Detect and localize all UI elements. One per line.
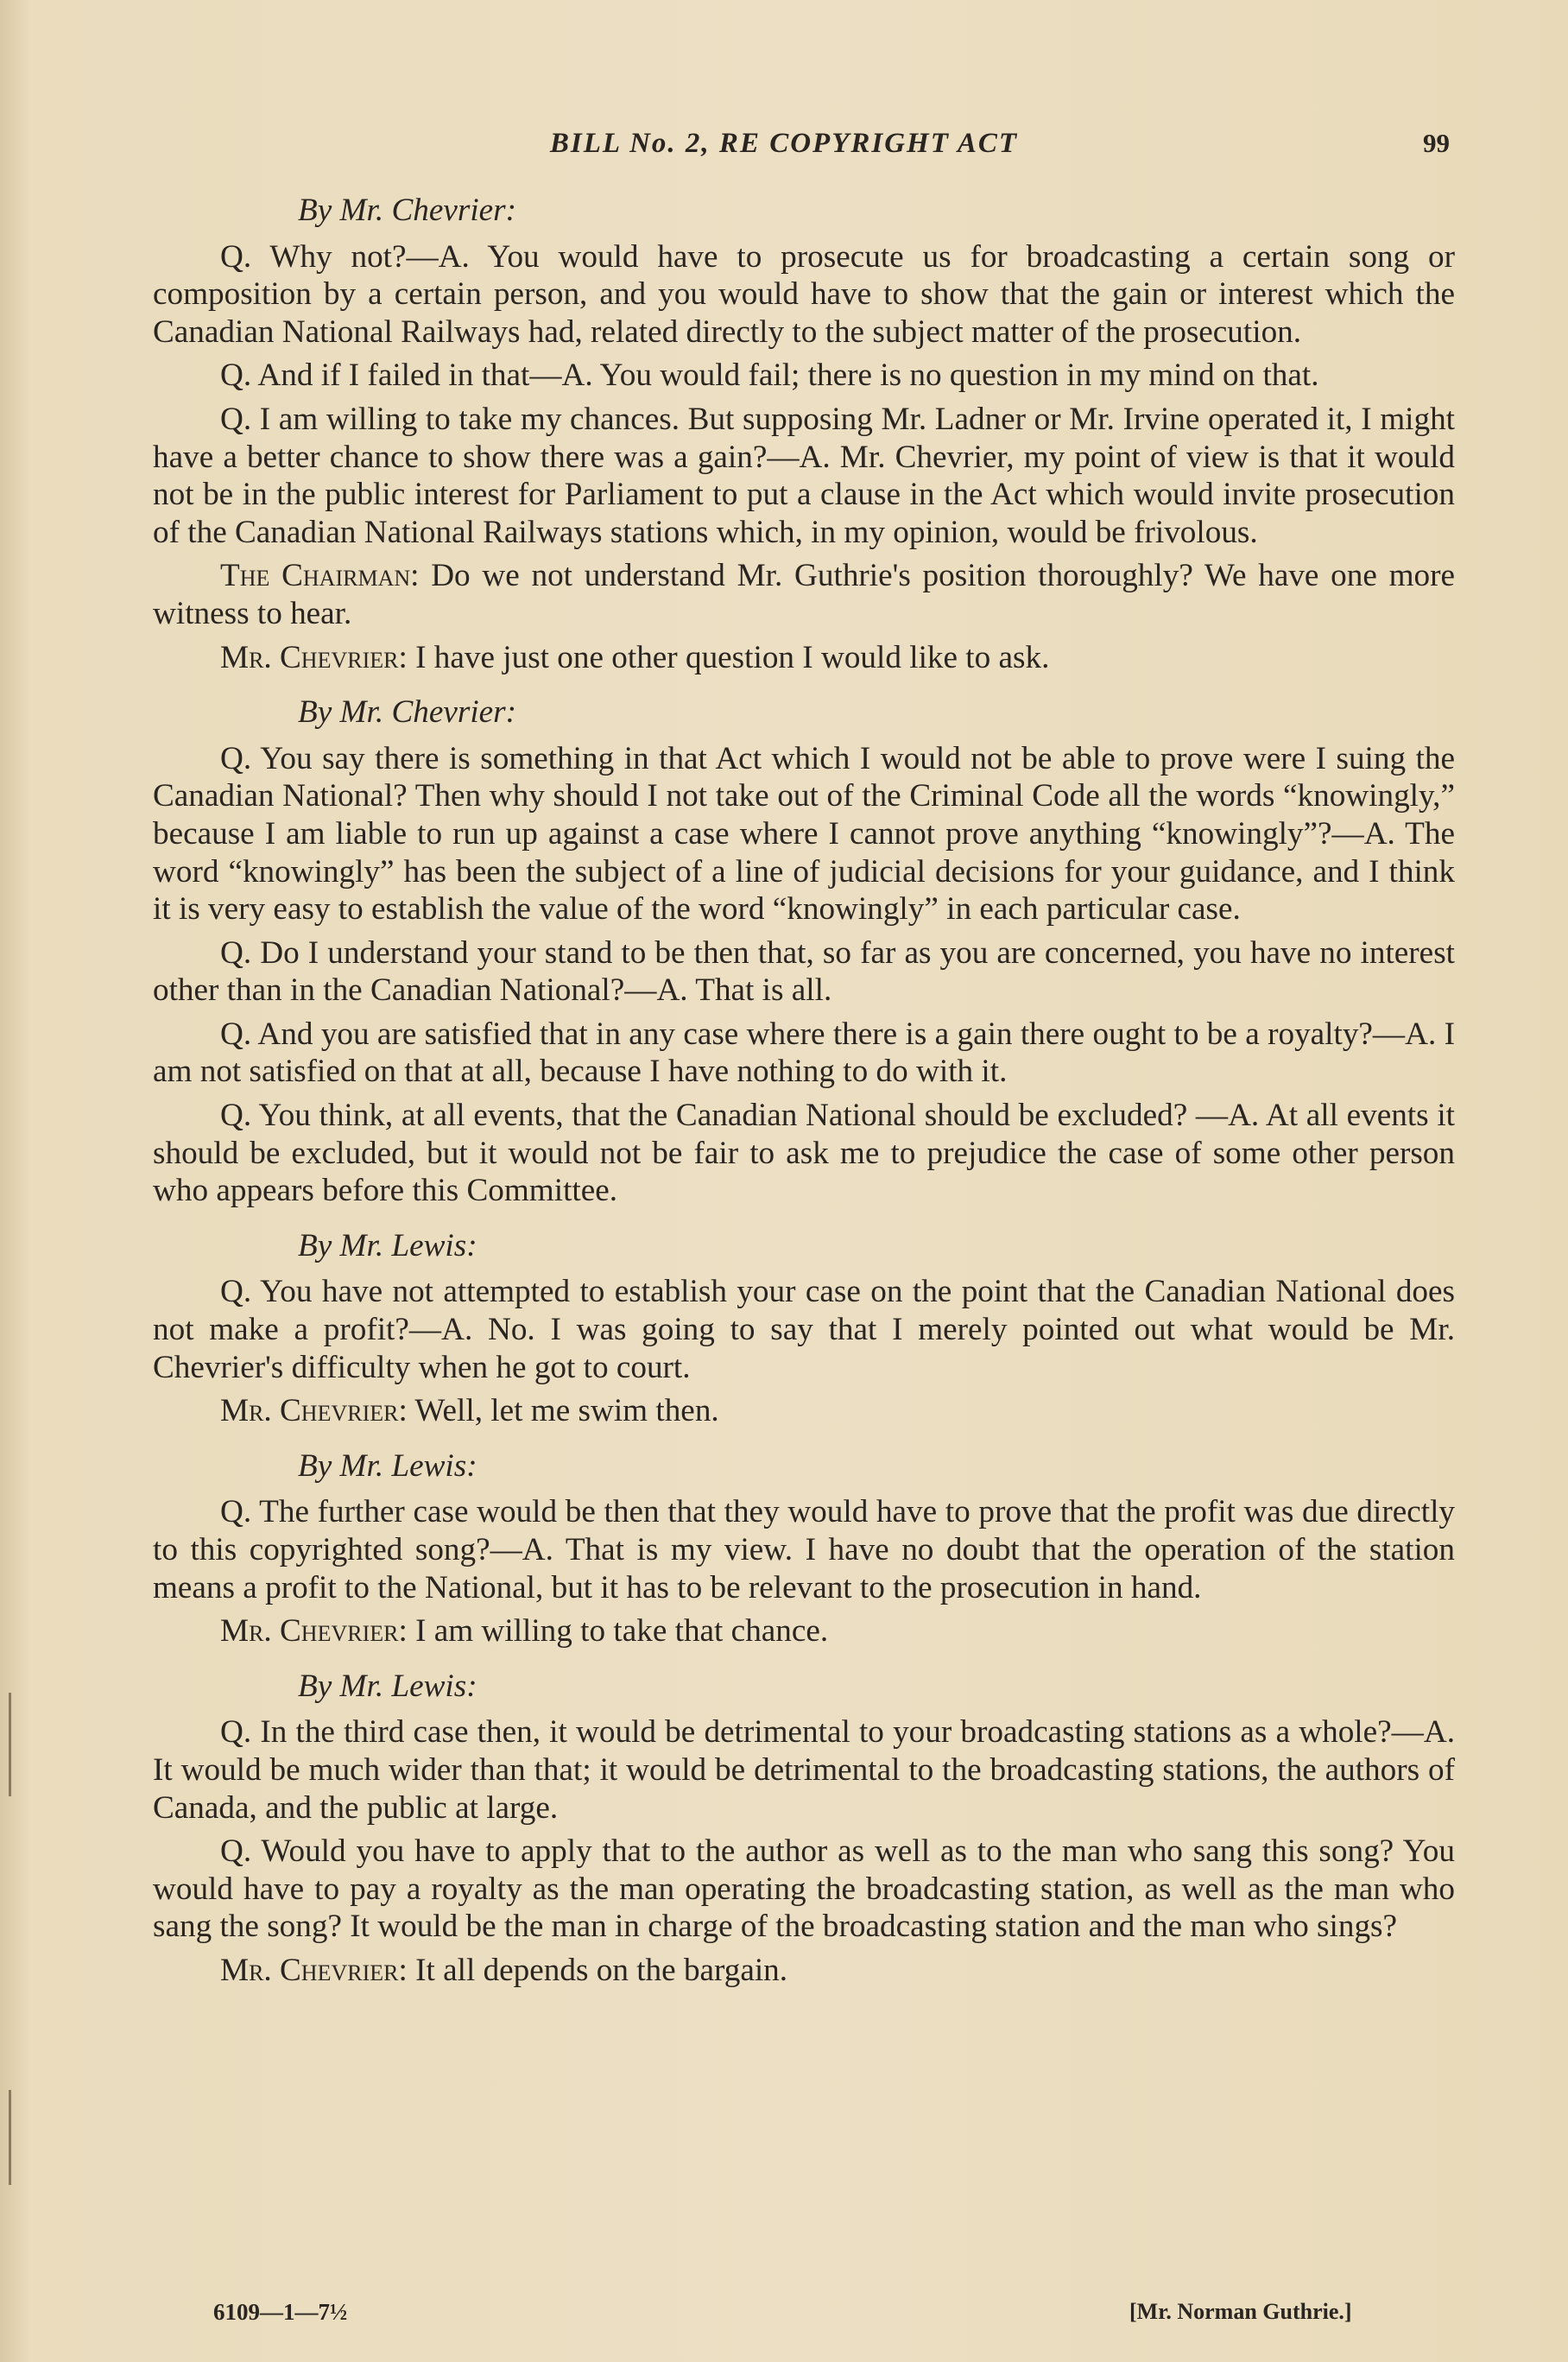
speech-paragraph bbox=[153, 1392, 1455, 1430]
running-title: BILL No. 2, RE COPYRIGHT ACT bbox=[549, 128, 1019, 159]
speech-paragraph bbox=[153, 1952, 1455, 1990]
margin-mark bbox=[9, 2090, 11, 2185]
speaker-name: Mr. Chevrier: bbox=[220, 1613, 408, 1650]
witness-attribution: [Mr. Norman Guthrie.] bbox=[1129, 2299, 1352, 2324]
examiner-heading: By Mr. Lewis: bbox=[298, 1447, 477, 1484]
qa-paragraph: Q. In the third case then, it would be detrimental to your broadcasting stations as a whole?—A. It would be much wider than that; it would be detrimental to the broadcasting stations, the authors of Canada, and the public at large. bbox=[153, 1714, 1455, 1826]
body-text bbox=[153, 192, 1455, 1990]
speech-paragraph bbox=[153, 639, 1455, 677]
qa-paragraph: Q. You say there is something in that Act which I would not be able to prove were I suing the Canadian National? Then why should I not take out of the Criminal Code all the words “knowingly,” because I am liable to run up against a case where I cannot prove anything “knowingly”?—A. The word “knowingly” has been the subject of a line of judicial decisions for your guidance, and I think it is very easy to establish the value of the word “knowingly” in each particular case. bbox=[153, 740, 1455, 928]
speaker-name: Mr. Chevrier: bbox=[220, 1952, 408, 1988]
page-number: 99 bbox=[1423, 128, 1450, 158]
speech-paragraph bbox=[153, 1612, 1455, 1650]
speech-text: I am willing to take that chance. bbox=[407, 1613, 829, 1650]
qa-paragraph: Q. Do I understand your stand to be then that, so far as you are concerned, you have no interest other than in the Canadian National?—A. That is all. bbox=[153, 934, 1455, 1009]
speaker-name: Mr. Chevrier: bbox=[220, 1393, 408, 1429]
printer-signature: 6109—1—7½ bbox=[213, 2299, 348, 2325]
qa-paragraph: Q. Why not?—A. You would have to prosecute us for broadcasting a certain song or composition by a certain person, and you would have to show that the gain or interest which the Canadian National Railways had, related directly to the subject matter of the prosecution. bbox=[153, 238, 1455, 350]
margin-mark bbox=[9, 1693, 11, 1796]
qa-paragraph: Q. The further case would be then that they would have to prove that the profit was due directly to this copyrighted song?—A. That is my view. I have no doubt that the operation of the station means a profit to the National, but it has to be relevant to the prosecution in hand. bbox=[153, 1494, 1455, 1605]
speech-text: It all depends on the bargain. bbox=[407, 1952, 788, 1988]
examiner-heading: By Mr. Lewis: bbox=[298, 1668, 477, 1704]
qa-paragraph: Q. You think, at all events, that the Canadian National should be excluded? —A. At all events it should be excluded, but it would not be fair to ask me to prejudice the case of some other person who appears before this Committee. bbox=[153, 1098, 1455, 1209]
speech-paragraph bbox=[153, 557, 1455, 632]
speaker-name: Mr. Chevrier: bbox=[220, 639, 408, 675]
qa-paragraph: Q. And if I failed in that—A. You would fail; there is no question in my mind on that. bbox=[220, 358, 1319, 394]
speech-text: Well, let me swim then. bbox=[407, 1393, 719, 1429]
speaker-name: The Chairman: bbox=[220, 558, 420, 594]
qa-paragraph: Q. And you are satisfied that in any case where there is a gain there ought to be a royalty?—A. I am not satisfied on that at all, because I have nothing to do with it. bbox=[153, 1016, 1455, 1090]
examiner-heading: By Mr. Chevrier: bbox=[298, 193, 517, 228]
speech-text: Do we not understand Mr. Guthrie's position thoroughly? We have one more witness to hear. bbox=[153, 558, 1456, 631]
qa-paragraph: Q. Would you have to apply that to the author as well as to the man who sang this song? You would have to pay a royalty as the man operating the broadcasting station, as well as the man who sang the song? It would be the man in charge of the broadcasting station and the man who sings? bbox=[153, 1833, 1455, 1945]
qa-paragraph: Q. I am willing to take my chances. But supposing Mr. Ladner or Mr. Irvine operated it, I might have a better chance to show there was a gain?—A. Mr. Chevrier, my point of view is that it would not be in the public interest for Parliament to put a clause in the Act which would invite prosecution of the Canadian National Railways stations which, in my opinion, would be frivolous. bbox=[153, 401, 1455, 550]
running-header bbox=[0, 128, 1568, 171]
examiner-heading: By Mr. Lewis: bbox=[298, 1227, 477, 1263]
page-footer bbox=[0, 2299, 1568, 2334]
speech-text: I have just one other question I would like to ask. bbox=[407, 639, 1050, 675]
qa-paragraph: Q. You have not attempted to establish your case on the point that the Canadian National does not make a profit?—A. No. I was going to say that I merely pointed out what would be Mr. Chevrier's difficulty when he got to court. bbox=[153, 1274, 1455, 1385]
examiner-heading: By Mr. Chevrier: bbox=[298, 694, 517, 731]
